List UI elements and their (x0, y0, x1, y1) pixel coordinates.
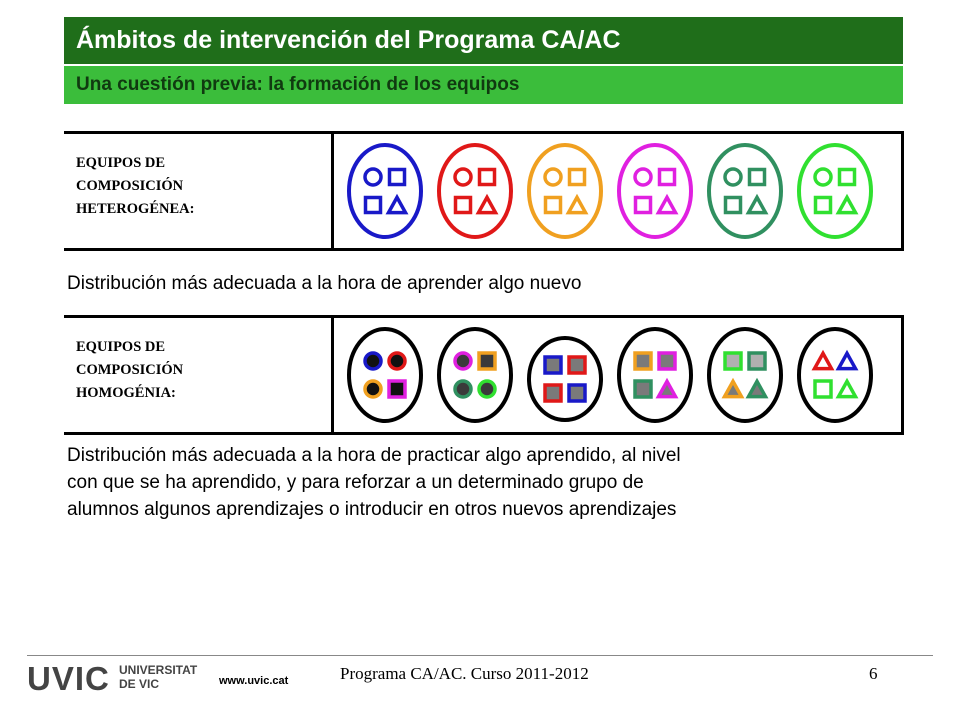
footer-divider (27, 655, 933, 656)
circle-shape (479, 381, 495, 397)
square-shape (840, 170, 855, 185)
label-line: COMPOSICIÓN (76, 362, 184, 378)
square-shape (569, 357, 585, 373)
page-number: 6 (869, 664, 878, 683)
homogeneous-groups-diagram (334, 318, 901, 432)
team-outline (439, 145, 511, 237)
triangle-shape (839, 381, 856, 396)
heterogeneous-groups-diagram (334, 134, 901, 248)
triangle-shape (839, 197, 856, 212)
circle-shape (455, 169, 471, 185)
square-shape (749, 353, 765, 369)
square-shape (479, 353, 495, 369)
circle-shape (545, 169, 561, 185)
circle-shape (389, 353, 405, 369)
logo-wordmark: UVIC (27, 660, 110, 697)
team-outline (709, 145, 781, 237)
triangle-shape (659, 197, 676, 212)
label-line: EQUIPOS DE (76, 155, 166, 171)
team-outline (619, 329, 691, 421)
triangle-shape (389, 197, 406, 212)
square-shape (725, 353, 741, 369)
square-shape (545, 357, 561, 373)
triangle-shape (815, 353, 832, 368)
circle-shape (815, 169, 831, 185)
slide-subtitle: Una cuestión previa: la formación de los equipos (64, 66, 903, 104)
square-shape (635, 381, 651, 397)
square-shape (816, 198, 831, 213)
team-outline (709, 329, 781, 421)
triangle-shape (479, 197, 496, 212)
team-outline (529, 145, 601, 237)
team-outline (439, 329, 511, 421)
label-line: EQUIPOS DE (76, 339, 166, 355)
website-url[interactable]: www.uvic.cat (219, 675, 289, 687)
square-shape (480, 170, 495, 185)
square-shape (456, 198, 471, 213)
square-shape (635, 353, 651, 369)
heterogeneous-teams-box (64, 131, 904, 251)
square-shape (659, 353, 675, 369)
label-line: HOMOGÉNIA: (76, 385, 176, 401)
square-shape (570, 170, 585, 185)
team-outline (619, 145, 691, 237)
label-line: COMPOSICIÓN (76, 178, 184, 194)
team-outline (529, 338, 601, 420)
square-shape (750, 170, 765, 185)
homogeneous-label (64, 318, 334, 432)
square-shape (569, 385, 585, 401)
caption-line: alumnos algunos aprendizajes o introducir en otros nuevos aprendizajes (67, 499, 677, 520)
course-label: Programa CA/AC. Curso 2011-2012 (340, 664, 589, 683)
circle-shape (635, 169, 651, 185)
team-outline (799, 329, 871, 421)
triangle-shape (749, 381, 766, 396)
circle-shape (365, 169, 381, 185)
homogeneous-caption (67, 442, 681, 523)
circle-shape (365, 381, 381, 397)
triangle-shape (659, 381, 676, 396)
team-outline (349, 145, 421, 237)
triangle-shape (749, 197, 766, 212)
circle-shape (455, 381, 471, 397)
square-shape (546, 198, 561, 213)
team-outline (799, 145, 871, 237)
square-shape (660, 170, 675, 185)
square-shape (726, 198, 741, 213)
square-shape (366, 198, 381, 213)
caption-line: Distribución más adecuada a la hora de practicar algo aprendido, al nivel (67, 445, 681, 466)
homogeneous-teams-box (64, 315, 904, 435)
square-shape (545, 385, 561, 401)
circle-shape (725, 169, 741, 185)
circle-shape (365, 353, 381, 369)
heterogeneous-caption: Distribución más adecuada a la hora de aprender algo nuevo (67, 273, 582, 294)
triangle-shape (839, 353, 856, 368)
team-outline (349, 329, 421, 421)
slide-title: Ámbitos de intervención del Programa CA/AC (64, 17, 903, 64)
square-shape (390, 170, 405, 185)
logo-line: UNIVERSITAT (119, 663, 198, 677)
caption-line: con que se ha aprendido, y para reforzar a un determinado grupo de (67, 472, 644, 493)
triangle-shape (725, 381, 742, 396)
logo-subtext (119, 663, 209, 691)
square-shape (815, 381, 831, 397)
square-shape (389, 381, 405, 397)
square-shape (636, 198, 651, 213)
circle-shape (455, 353, 471, 369)
triangle-shape (569, 197, 586, 212)
heterogeneous-label (64, 134, 334, 248)
logo-line: DE VIC (119, 677, 160, 691)
label-line: HETEROGÉNEA: (76, 201, 195, 217)
